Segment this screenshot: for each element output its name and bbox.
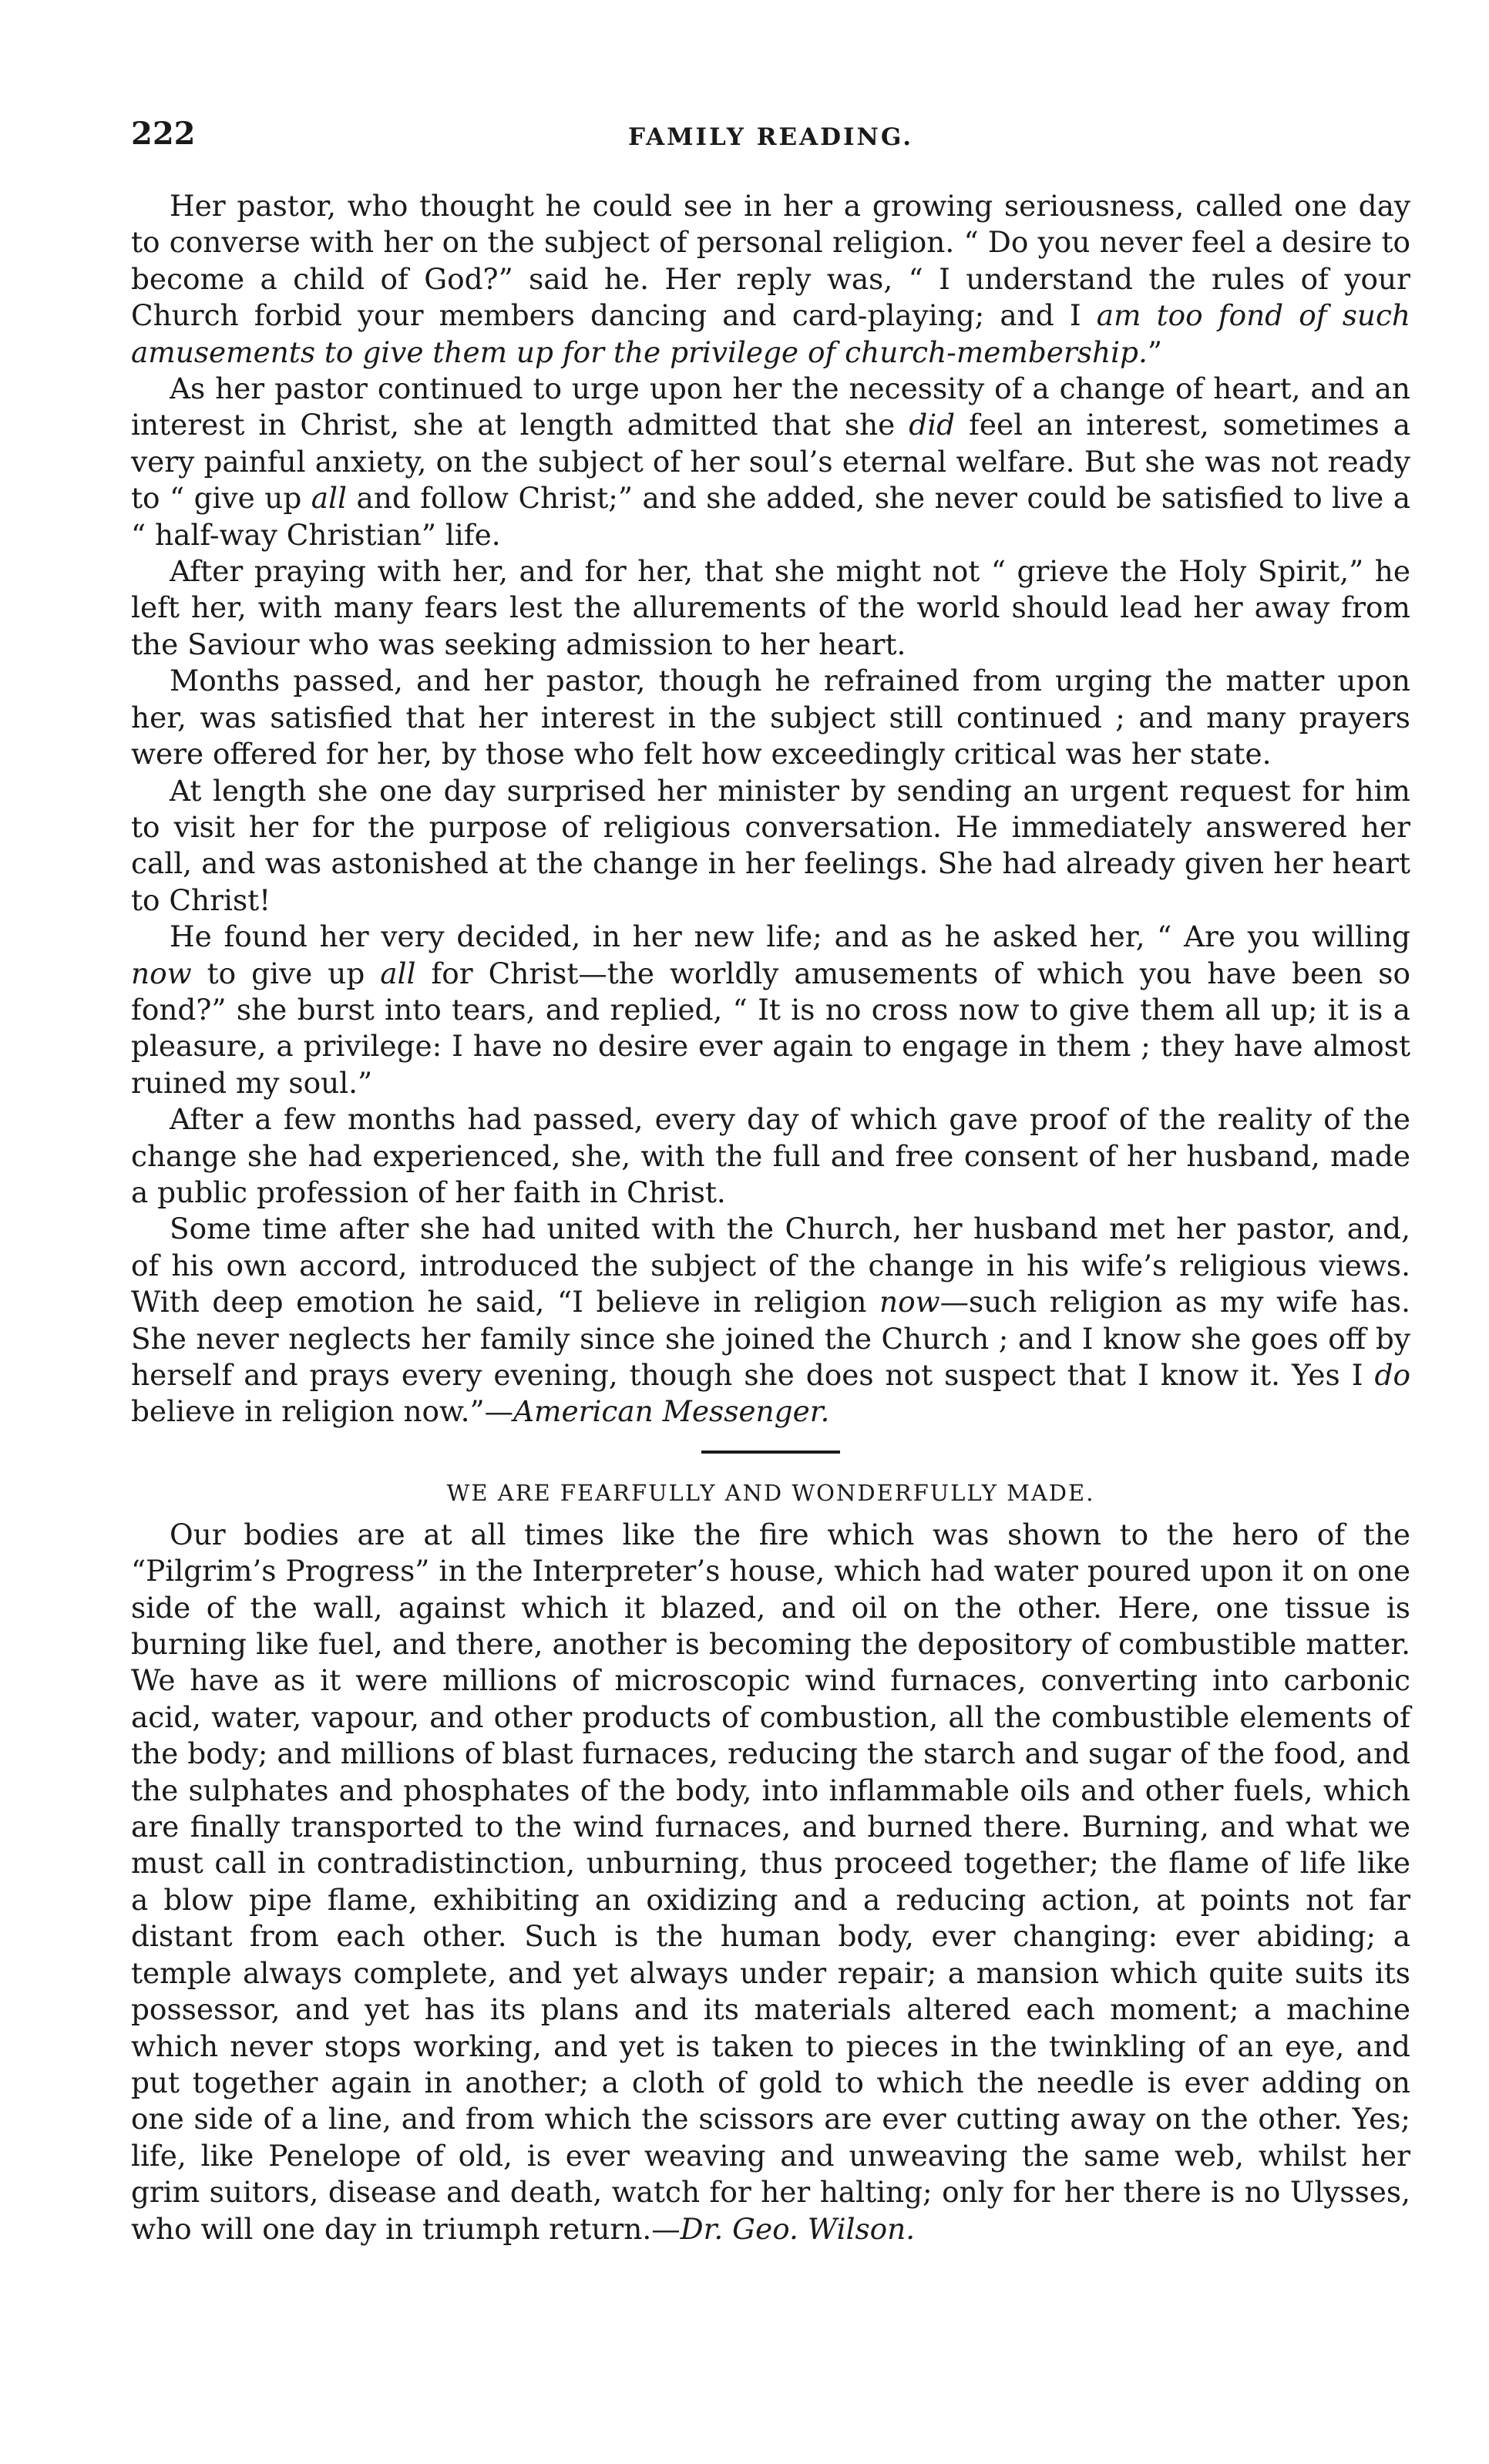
paragraph: Months passed, and her pastor, though he refrained from urging the matter upon her, was satisfied that her interest in the subject still continued ; and many prayers were offered for her, by those who felt how exceedingly critical was her state. [131,664,1410,771]
paragraph: At length she one day surprised her minister by sending an urgent request for him to visit her for the purpose of religious conversation. He immediately answered her call, and was astonished at the change in her feelings. She had already given her heart to Christ! [131,773,1410,917]
paragraph: After praying with her, and for her, that she might not “ grieve the Holy Spirit,” he left her, with many fears lest the allurements of the world should lead her away from the Saviour who was seeking admission to her heart. [131,554,1410,661]
paragraph: As her pastor continued to urge upon her the necessity of a change of heart, and an interest in Christ, she at length admitted that she did feel an interest, sometimes a very painful anxiety, on the subject of her soul’s eternal welfare. But she was not ready to “ give up all and follow Christ;” and she added, she never could be satisfied to live a “ half-way Christian” life. [131,371,1411,552]
section-divider [701,1450,840,1454]
article-fearfully-made [131,1480,1410,2247]
attribution: American Messenger. [513,1394,830,1429]
paragraph: Some time after she had united with the Church, her husband met her pastor, and, of his own accord, introduced the subject of the change in his wife’s religious views. With deep emotion he said, “I believe in religion now—such religion as my wife has. She never neglects her family since she joined the Church ; and I know she goes off by herself and prays every evening, though she does not suspect that I know it. Yes I do believe in religion now.”—American Messenger. [131,1212,1410,1429]
paragraph: He found her very decided, in her new life; and as he asked her, “ Are you willing now to give up all for Christ—the worldly amusements of which you have been so fond?” she burst into tears, and replied, “ It is no cross now to give them all up; it is a pleasure, a privilege: I have no desire ever again to engage in them ; they have almost ruined my soul.” [131,919,1410,1100]
section-heading: WE ARE FEARFULLY AND WONDERFULLY MADE. [446,1479,1095,1506]
paragraph: Her pastor, who thought he could see in her a growing seriousness, called one day to converse with her on the subject of personal religion. “ Do you never feel a desire to become a child of God?” said he. Her reply was, “ I understand the rules of your Church forbid your members dancing and card-playing; and I am too fond of such amusements to give them up for the privilege of church-membership.” [131,189,1410,369]
page-header [131,116,1410,162]
attribution: Dr. Geo. Wilson. [680,2211,916,2246]
page-number: 222 [131,116,196,152]
paragraph: After a few months had passed, every day of which gave proof of the reality of the change she had experienced, she, with the full and free consent of her husband, made a public profession of her faith in Christ. [131,1102,1410,1209]
article-family-reading [131,188,1410,1430]
paragraph: Our bodies are at all times like the fire which was shown to the hero of the “Pilgrim’s Progress” in the Interpreter’s house, which had water poured upon it on one side of the wall, against which it blazed, and oil on the other. Here, one tissue is burning like fuel, and there, another is becoming the depository of combustible matter. We have as it were millions of microscopic wind furnaces, converting into carbonic acid, water, vapour, and other products of combustion, all the combustible elements of the body; and millions of blast furnaces, reducing the starch and sugar of the food, and the sulphates and phosphates of the body, into inflammable oils and other fuels, which are finally transported to the wind furnaces, and burned there. Burning, and what we must call in contradistinction, unburning, thus proceed together; the flame of life like a blow pipe flame, exhibiting an oxidizing and a reducing action, at points not far distant from each other. Such is the human body, ever changing: ever abiding; a temple always complete, and yet always under repair; a mansion which quite suits its possessor, and yet has its plans and its materials altered each moment; a machine which never stops working, and yet is taken to pieces in the twinkling of an eye, and put together again in another; a cloth of gold to which the needle is ever adding on one side of a line, and from which the scissors are ever cutting away on the other. Yes; life, like Penelope of old, is ever weaving and unweaving the same web, whilst her grim suitors, disease and death, watch for her halting; only for her there is no Ulysses, who will one day in triumph return.—Dr. Geo. Wilson. [131,1517,1410,2246]
page [131,116,1410,2247]
running-head: FAMILY READING. [627,123,914,151]
